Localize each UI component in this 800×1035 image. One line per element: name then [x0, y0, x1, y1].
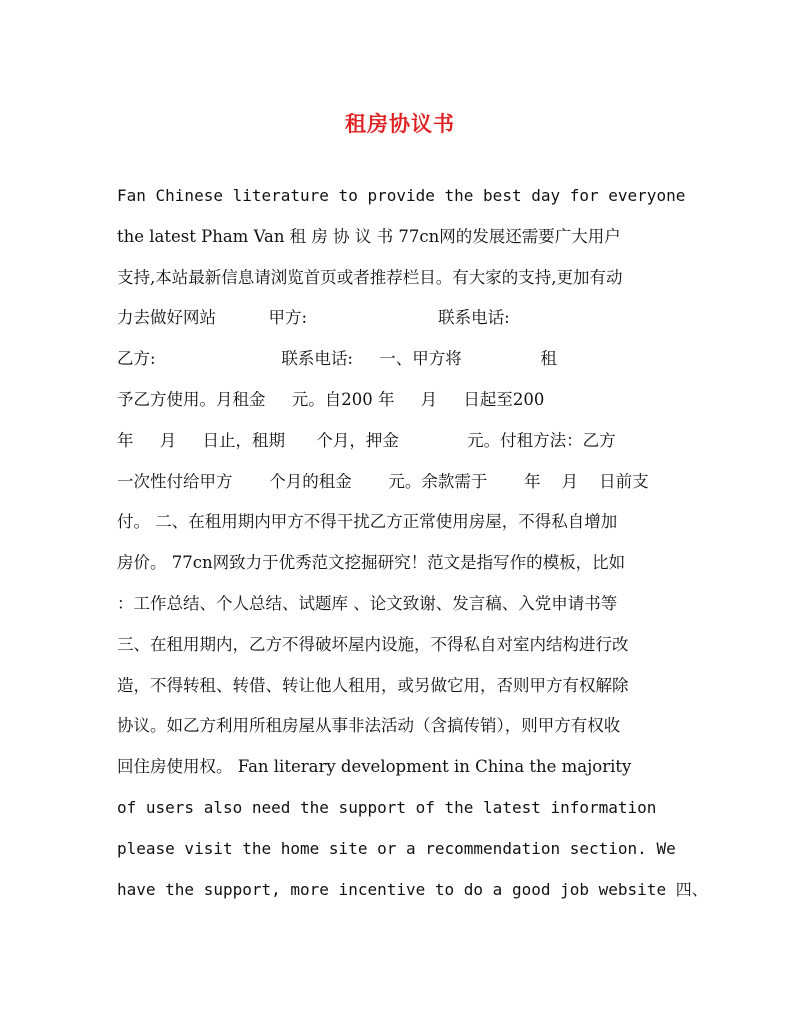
text-line: 回住房使用权。 Fan literary development in China the majority [117, 757, 632, 777]
text-line: 支持,本站最新信息请浏览首页或者推荐栏目。有大家的支持,更加有动 [117, 267, 623, 287]
text-line: 三、在租用期内，乙方不得破坏屋内设施，不得私自对室内结构进行改 [117, 634, 629, 654]
text-line: of users also need the support of the latest information [117, 797, 657, 817]
text-line: 房价。 77cn网致力于优秀范文挖掘研究！范文是指写作的模板，比如 [117, 553, 626, 573]
text-line: the latest Pham Van 租 房 协 议 书 77cn网的发展还需要广大用户 [117, 226, 621, 246]
document-title: 租房协议书 [345, 111, 455, 136]
text-line: Fan Chinese literature to provide the best day for everyone [117, 186, 686, 205]
text-line: 协议。如乙方利用所租房屋从事非法活动（含搞传销），则甲方有权收 [117, 716, 621, 736]
text-line: have the support, more incentive to do a good job website 四、 [117, 879, 708, 899]
text-line: please visit the home site or a recommendation section. We [117, 838, 676, 858]
text-line: 乙方: 联系电话: 一、甲方将 租 [117, 349, 557, 369]
text-line: 付。 二、在租用期内甲方不得干扰乙方正常使用房屋，不得私自增加 [117, 512, 618, 532]
document-body [117, 182, 708, 916]
text-line: ：工作总结、个人总结、试题库 、论文致谢、发言稿、入党申请书等 [117, 593, 618, 613]
text-line: 一次性付给甲方 个月的租金 元。余款需于 年 月 日前支 [117, 471, 649, 491]
text-line: 造，不得转租、转借、转让他人租用，或另做它用，否则甲方有权解除 [117, 675, 629, 695]
text-line: 年 月 日止，租期 个月，押金 元。付租方法：乙方 [117, 430, 616, 450]
text-line: 予乙方使用。月租金 元。自200 年 月 日起至200 [117, 389, 545, 409]
text-line: 力去做好网站 甲方: 联系电话: [117, 308, 510, 328]
